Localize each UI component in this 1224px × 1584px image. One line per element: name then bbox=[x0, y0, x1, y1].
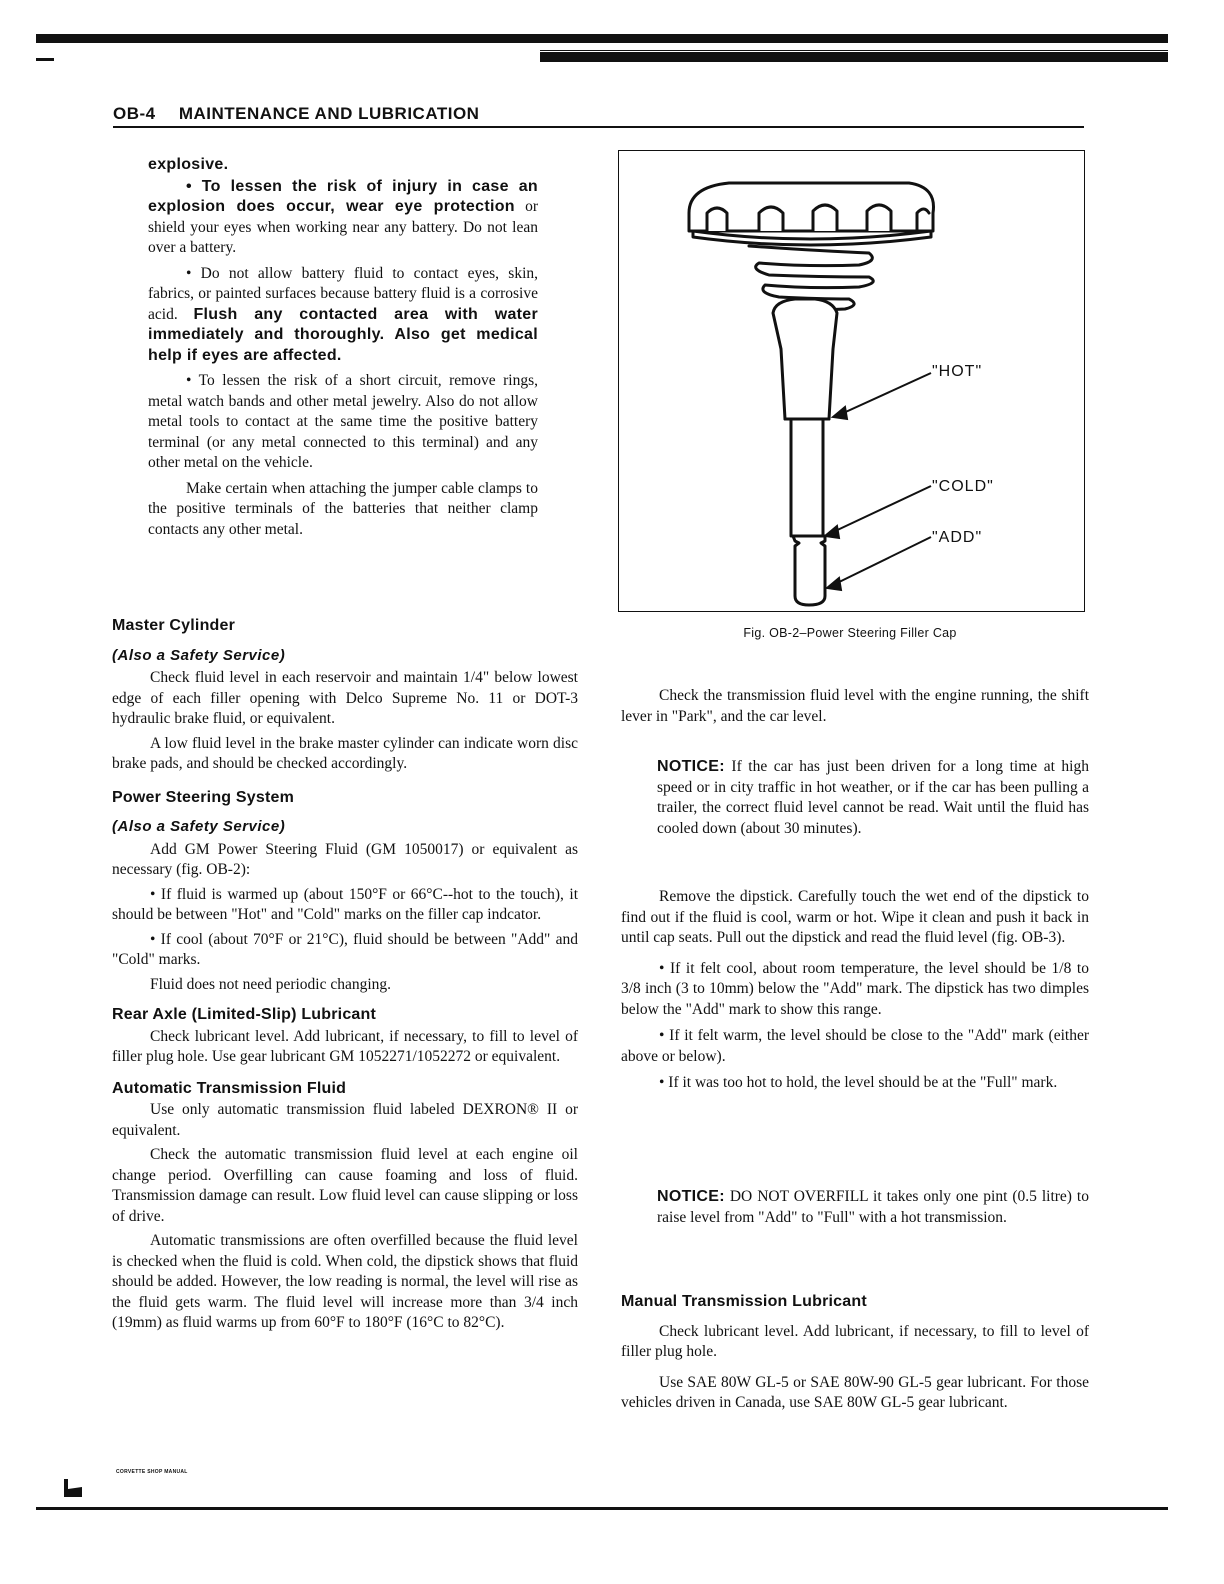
manual-transmission-p2: Use SAE 80W GL-5 or SAE 80W-90 GL-5 gear lubricant. For those vehicles driven in Canada, use SAE 80W GL-5 gear lubricant. bbox=[621, 1373, 1089, 1411]
master-cylinder-p1: Check fluid level in each reservoir and maintain 1/4" below lowest edge of each filler opening with Delco Supreme No. 11 or DOT-3 hydraulic brake fluid, or equivalent. bbox=[112, 669, 578, 727]
margin-tick bbox=[36, 58, 54, 61]
top-rule-thin bbox=[540, 50, 1168, 51]
section-title: MAINTENANCE AND LUBRICATION bbox=[178, 104, 480, 123]
corner-mark-icon bbox=[62, 1479, 84, 1497]
master-cylinder-p2: A low fluid level in the brake master cylinder can indicate worn disc brake pads, and should be checked accordingly. bbox=[112, 734, 578, 772]
right-column bbox=[621, 686, 1089, 757]
warning-p2: • To lessen the risk of injury in case an explosion does occur, wear eye protection or shield your eyes when working near any battery. Do not lean over a battery. bbox=[148, 177, 538, 256]
top-rule bbox=[36, 34, 1168, 43]
right-p4: • If it felt warm, the level should be close to the "Add" mark (either above or below). bbox=[621, 1027, 1089, 1065]
power-steering-subheading: (Also a Safety Service) bbox=[112, 818, 286, 835]
notice-1-label: NOTICE: bbox=[657, 758, 725, 775]
manual-transmission-heading: Manual Transmission Lubricant bbox=[621, 1293, 867, 1310]
right-p3: • If it felt cool, about room temperature, the level should be 1/8 to 3/8 inch (3 to 10mm) below the "Add" mark. The dipstick has two dimples below the "Add" mark to show this range. bbox=[621, 959, 1089, 1018]
rear-axle-heading: Rear Axle (Limited-Slip) Lubricant bbox=[112, 1006, 377, 1023]
label-hot: "HOT" bbox=[932, 363, 983, 380]
power-steering-p1: Add GM Power Steering Fluid (GM 1050017) or equivalent as necessary (fig. OB-2): bbox=[112, 840, 578, 878]
figure-power-steering-cap bbox=[618, 150, 1085, 612]
notice-1-text: If the car has just been driven for a long time at high speed or in city traffic in hot weather, or if the car has been pulling a trailer, the correct fluid level cannot be read. Wait until the fluid has cooled down (about 30 minutes). bbox=[657, 758, 1089, 837]
power-steering-p4: Fluid does not need periodic changing. bbox=[150, 975, 392, 993]
notice-2-text: DO NOT OVERFILL it takes only one pint (0.5 litre) to raise level from "Add" to "Full" with a hot transmission. bbox=[657, 1188, 1089, 1226]
warning-block bbox=[148, 155, 538, 540]
rear-axle-p1: Check lubricant level. Add lubricant, if necessary, to fill to level of filler plug hole. Use gear lubricant GM 1052271/1052272 or equivalent. bbox=[112, 1027, 578, 1065]
atf-heading: Automatic Transmission Fluid bbox=[112, 1079, 347, 1097]
master-cylinder-subheading: (Also a Safety Service) bbox=[112, 646, 286, 664]
notice-2 bbox=[657, 1187, 1089, 1228]
right-p5: • If it was too hot to hold, the level should be at the "Full" mark. bbox=[659, 1074, 1058, 1091]
manual-transmission-p1: Check lubricant level. Add lubricant, if necessary, to fill to level of filler plug hole. bbox=[621, 1322, 1089, 1360]
power-steering-p3: • If cool (about 70°F or 21°C), fluid should be between "Add" and "Cold" marks. bbox=[112, 930, 578, 968]
right-column-middle bbox=[621, 887, 1089, 1094]
warning-p4: • To lessen the risk of a short circuit, remove rings, metal watch bands and other metal jewelry. Also do not allow metal tools to contact at the same time the positive battery terminal (or any metal connected to this terminal) and any other metal on the vehicle. bbox=[148, 372, 538, 471]
page-number: OB-4 bbox=[113, 104, 156, 123]
power-steering-p2: • If fluid is warmed up (about 150°F or 66°C--hot to the touch), it should be between "Hot" and "Cold" marks on the filler cap indcator. bbox=[112, 885, 578, 923]
warning-p1: explosive. bbox=[148, 156, 229, 173]
warning-p3: • Do not allow battery fluid to contact eyes, skin, fabrics, or painted surfaces because battery fluid is a corrosive acid. Flush any contacted area with water immediately and thoroughly. Also get medical help if eyes are affected. bbox=[148, 264, 538, 364]
master-cylinder-heading: Master Cylinder bbox=[112, 617, 236, 634]
atf-p1: Use only automatic transmission fluid labeled DEXRON® II or equivalent. bbox=[112, 1101, 578, 1139]
label-add: "ADD" bbox=[932, 529, 983, 546]
right-p2: Remove the dipstick. Carefully touch the wet end of the dipstick to find out if the fluid is cool, warm or hot. Wipe it clean and push it back in until cap seats. Pull out the dipstick and read the fluid level (fig. OB-3). bbox=[621, 888, 1089, 946]
figure-caption: Fig. OB-2–Power Steering Filler Cap bbox=[743, 626, 957, 640]
notice-2-label: NOTICE: bbox=[657, 1188, 725, 1205]
footer-text: CORVETTE SHOP MANUAL bbox=[116, 1469, 188, 1475]
label-cold: "COLD" bbox=[932, 478, 994, 495]
warning-p5: Make certain when attaching the jumper cable clamps to the positive terminals of the batteries that neither clamp contacts any other metal. bbox=[148, 479, 538, 538]
filler-cap-illustration bbox=[619, 151, 1083, 610]
top-rule-secondary bbox=[540, 52, 1168, 62]
left-column bbox=[112, 616, 578, 1334]
bottom-rule bbox=[36, 1507, 1168, 1510]
manual-transmission-section bbox=[621, 1292, 1089, 1414]
atf-p2: Check the automatic transmission fluid level at each engine oil change period. Overfilling can cause foaming and loss of fluid. Transmission damage can result. Low fluid level can cause slipping or loss of drive. bbox=[112, 1146, 578, 1225]
power-steering-heading: Power Steering System bbox=[112, 788, 295, 806]
notice-1 bbox=[657, 757, 1089, 839]
right-p1: Check the transmission fluid level with the engine running, the shift lever in "Park", and the car level. bbox=[621, 687, 1089, 725]
atf-p3: Automatic transmissions are often overfilled because the fluid level is checked when the fluid is cold. When cold, the dipstick shows that fluid should be added. However, the low reading is normal, the level will rise as the fluid gets warm. The fluid level will increase more than 3/4 inch (19mm) as fluid warms up from 60°F to 180°F (16°C to 82°C). bbox=[112, 1232, 578, 1331]
page-header bbox=[113, 104, 1084, 128]
